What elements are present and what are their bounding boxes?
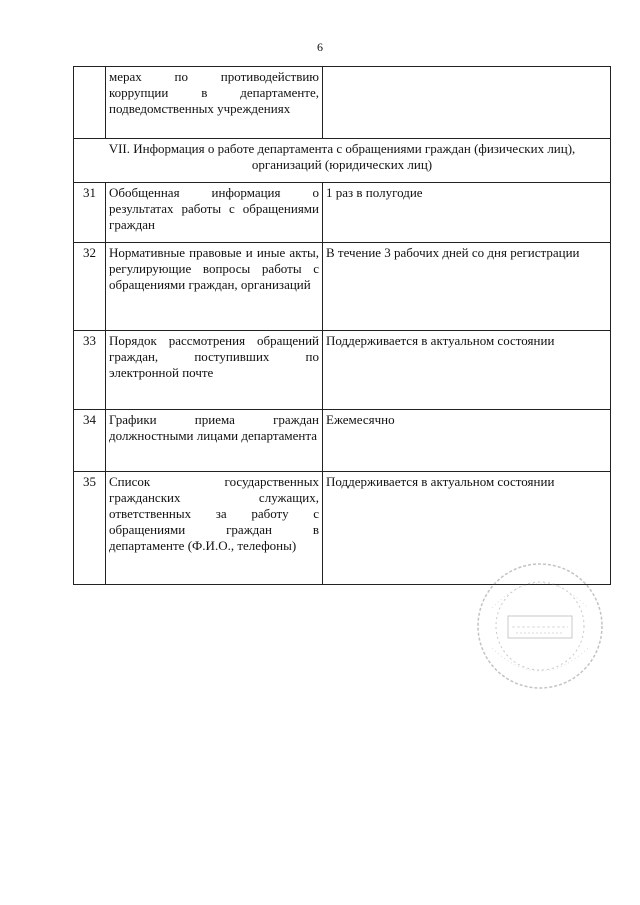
seal-stamp xyxy=(472,558,608,694)
row-number: 35 xyxy=(74,472,106,585)
row-name: Обобщенная информация о результатах работы с обращениями граждан xyxy=(106,183,323,243)
row-period: 1 раз в полугодие xyxy=(323,183,611,243)
row-number xyxy=(74,67,106,139)
row-number: 32 xyxy=(74,243,106,331)
row-period: Поддерживается в актуальном состоянии xyxy=(323,331,611,410)
row-period: Поддерживается в актуальном состоянии xyxy=(323,472,611,585)
table-row xyxy=(74,183,611,243)
row-name: Нормативные правовые и иные акты, регулирующие вопросы работы с обращениями граждан, организаций xyxy=(106,243,323,331)
row-name: Порядок рассмотрения обращений граждан, поступивших по электронной почте xyxy=(106,331,323,410)
row-name: Графики приема граждан должностными лицами департамента xyxy=(106,410,323,472)
page-number: 6 xyxy=(317,40,323,54)
section-title: VII. Информация о работе департамента с обращениями граждан (физических лиц), организаций (юридических лиц) xyxy=(74,139,611,183)
table-row xyxy=(74,243,611,331)
table-row xyxy=(74,410,611,472)
section-header-row xyxy=(74,139,611,183)
row-number: 33 xyxy=(74,331,106,410)
table-row xyxy=(74,331,611,410)
row-period: В течение 3 рабочих дней со дня регистрации xyxy=(323,243,611,331)
information-table xyxy=(73,66,611,585)
row-period xyxy=(323,67,611,139)
table-row-continuation xyxy=(74,67,611,139)
row-period: Ежемесячно xyxy=(323,410,611,472)
row-name: Список государственных гражданских служащих, ответственных за работу с обращениями граждан в департаменте (Ф.И.О., телефоны) xyxy=(106,472,323,585)
row-number: 34 xyxy=(74,410,106,472)
row-number: 31 xyxy=(74,183,106,243)
row-name: мерах по противодействию коррупции в департаменте, подведомственных учреждениях xyxy=(106,67,323,139)
